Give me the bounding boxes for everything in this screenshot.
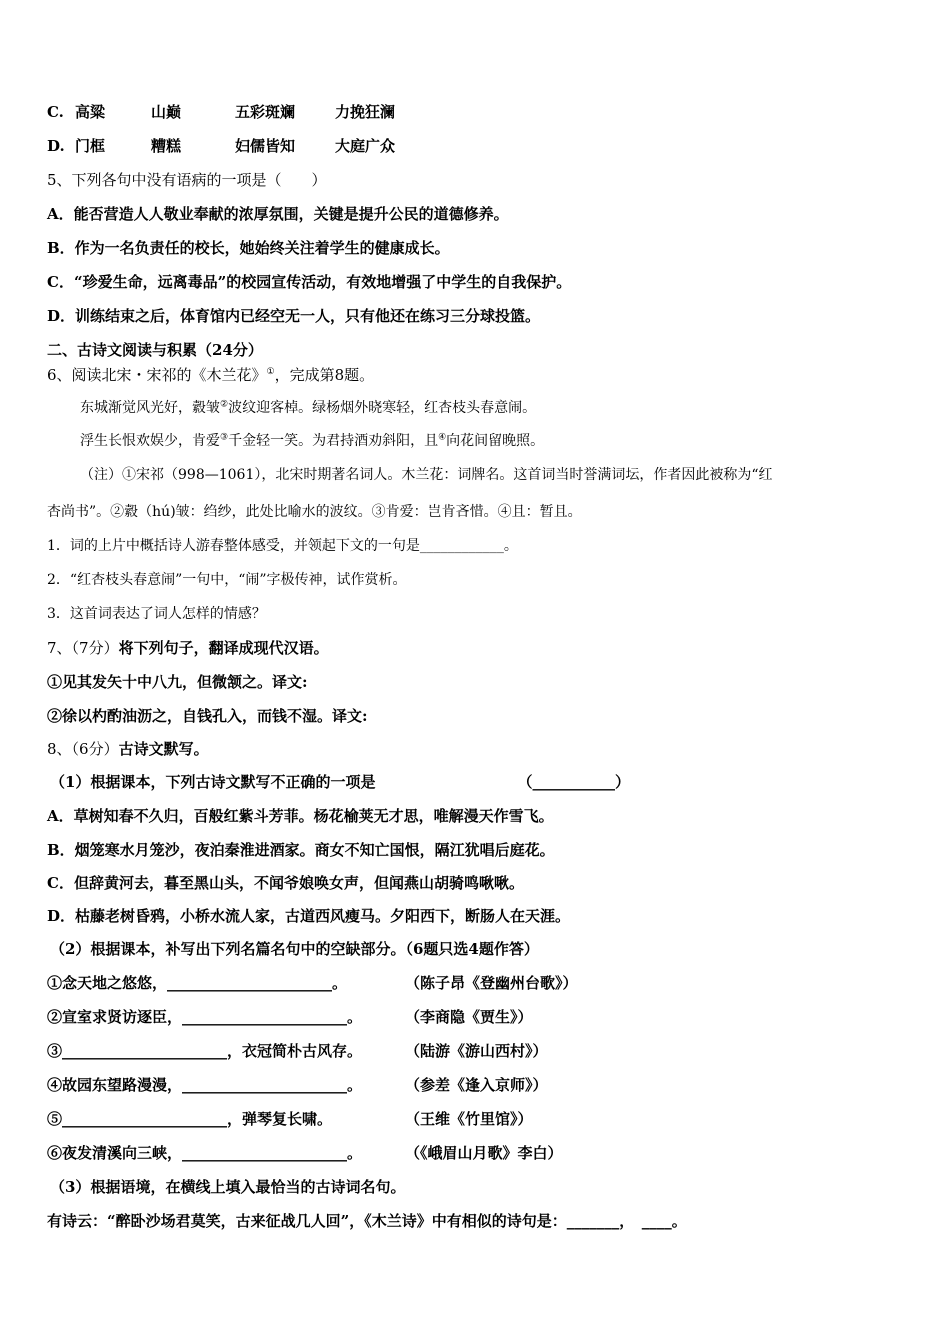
q6-note-line-1: （注）①宋祁（998—1061），北宋时期著名词人。木兰花：词牌名。这首词当时誉满词坛，作者因此被称为“红: [80, 467, 773, 483]
q8-option-d: D．枯藤老树昏鸦，小桥水流人家，古道西风瘦马。夕阳西下，断肠人在天涯。: [47, 907, 571, 925]
q8-option-b: B．烟笼寒水月笼沙，夜泊秦淮进酒家。商女不知亡国恨，隔江犹唱后庭花。: [47, 841, 555, 859]
poem-line-1: 东城渐觉风光好，縠皱②波纹迎客棹。绿杨烟外晓寒轻，红杏枝头春意闹。: [80, 399, 537, 416]
q5-option-d: D．训练结束之后，体育馆内已经空无一人，只有他还在练习三分球投篮。: [47, 307, 541, 325]
q7-stem: 7、（7分）将下列句子，翻译成现代汉语。: [47, 639, 329, 657]
q4-option-d: D. 门框 糟糕 妇儒皆知 大庭广众: [47, 137, 396, 155]
q6-stem: 6、阅读北宋・宋祁的《木兰花》①，完成第8题。: [47, 366, 375, 384]
q8-part3-text: 有诗云：“醉卧沙场君莫笑，古来征战几人回”，《木兰诗》中有相似的诗句是：_______， ____。: [47, 1212, 687, 1230]
q8-part2-stem: （2）根据课本，补写出下列名篇名句中的空缺部分。（6题只选4题作答）: [50, 940, 539, 958]
q7-sentence-1: ①见其发矢十中八九，但微颔之。译文:: [47, 673, 308, 691]
q5-stem: 5、下列各句中没有语病的一项是（ ）: [47, 171, 327, 189]
q6-sub-1: 1．词的上片中概括诗人游春整体感受，并领起下文的一句是____________。: [47, 538, 518, 554]
section-title: 二、古诗文阅读与积累（24分）: [47, 341, 263, 359]
q5-option-b: B．作为一名负责任的校长，她始终关注着学生的健康成长。: [47, 239, 450, 257]
q6-sub-3: 3．这首词表达了词人怎样的情感？: [47, 606, 266, 622]
q8-stem: 8、（6分）古诗文默写。: [47, 740, 209, 758]
q6-sub-2: 2．“红杏枝头春意闹”一句中，“闹”字极传神，试作赏析。: [47, 572, 407, 588]
q8-fill-item: ②宣室求贤访逐臣，______________________。 （李商隐《贾生》）: [47, 1008, 533, 1026]
q8-fill-item: ③______________________，衣冠简朴古风存。 （陆游《游山西村》）: [47, 1042, 548, 1060]
q6-note-line-2: 杏尚书”。②縠（hú)皱：绉纱，此处比喻水的波纹。③肯爱：岂肯吝惜。④且：暂且。: [47, 504, 582, 520]
q5-option-a: A．能否营造人人敬业奉献的浓厚氛围，关键是提升公民的道德修养。: [47, 205, 509, 223]
q8-fill-item: ①念天地之悠悠，______________________。 （陈子昂《登幽州台歌》）: [47, 974, 578, 992]
poem-line-2: 浮生长恨欢娱少，肯爱③千金轻一笑。为君持酒劝斜阳，且④向花间留晚照。: [80, 432, 545, 449]
q8-fill-item: ④故园东望路漫漫，______________________。 （参差《逢入京师》）: [47, 1076, 548, 1094]
q8-part1-stem: （1）根据课本，下列古诗文默写不正确的一项是 （___________）: [50, 773, 630, 791]
q8-part3-stem: （3）根据语境，在横线上填入最恰当的古诗词名句。: [50, 1178, 406, 1196]
q7-sentence-2: ②徐以杓酌油沥之，自钱孔入，而钱不湿。译文:: [47, 707, 368, 725]
q8-option-a: A．草树知春不久归，百般红紫斗芳菲。杨花榆荚无才思，唯解漫天作雪飞。: [47, 807, 554, 825]
q8-fill-item: ⑤______________________，弹琴复长啸。 （王维《竹里馆》）: [47, 1110, 533, 1128]
q8-option-c: C．但辞黄河去，暮至黑山头，不闻爷娘唤女声，但闻燕山胡骑鸣啾啾。: [47, 874, 524, 892]
q8-fill-item: ⑥夜发清溪向三峡，______________________。 （《峨眉山月歌》李白）: [47, 1144, 563, 1162]
q4-option-c: C. 高粱 山巅 五彩斑斓 力挽狂澜: [47, 103, 396, 121]
q5-option-c: C．“珍爱生命，远离毒品”的校园宣传活动，有效地增强了中学生的自我保护。: [47, 273, 572, 291]
